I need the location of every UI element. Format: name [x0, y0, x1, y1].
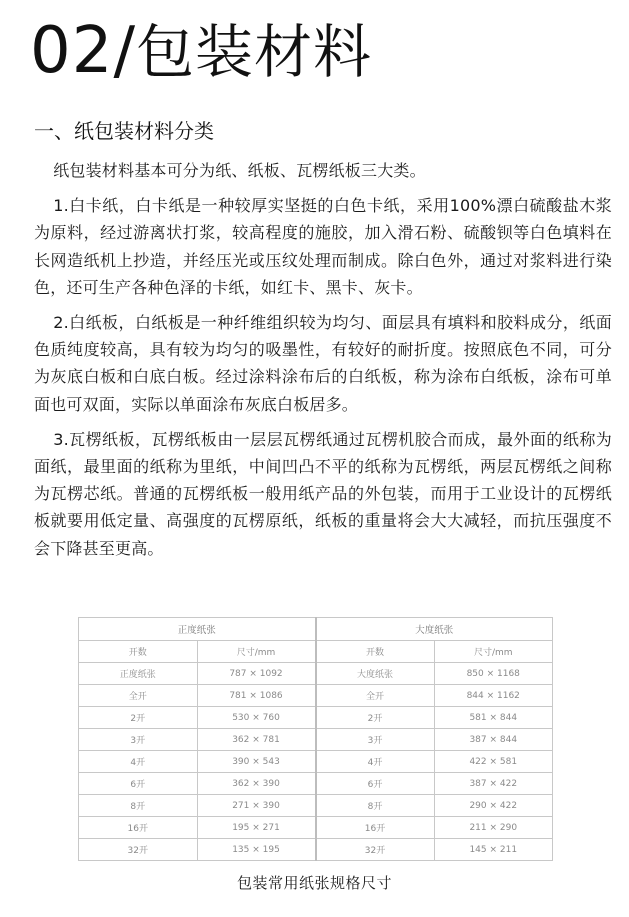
table-cell: 844 × 1162	[434, 685, 553, 707]
table-cell: 290 × 422	[434, 795, 553, 817]
table-cell: 32开	[79, 839, 198, 861]
table-cell: 530 × 760	[197, 707, 316, 729]
chapter-name: 包装材料	[136, 18, 373, 86]
paper-size-table	[78, 617, 553, 861]
table-cell: 781 × 1086	[197, 685, 316, 707]
section-heading: 一、纸包装材料分类	[34, 119, 214, 143]
table-cell: 2开	[316, 707, 435, 729]
chapter-title	[30, 14, 372, 89]
table-cell: 全开	[316, 685, 435, 707]
table-row	[79, 795, 553, 817]
table-cell: 195 × 271	[197, 817, 316, 839]
table-cell: 32开	[316, 839, 435, 861]
table-cell: 211 × 290	[434, 817, 553, 839]
table-cell: 大度纸张	[316, 663, 435, 685]
paragraph-white-paperboard: 2.白纸板，白纸板是一种纤维组织较为均匀、面层具有填料和胶料成分，纸面色质纯度较高，具有较为均匀的吸墨性，有较好的耐折度。按照底色不同，可分为灰底白板和白底白板。经过涂料涂布后的白纸板，称为涂布白纸板，涂布可单面也可双面，实际以单面涂布灰底白板居多。	[34, 313, 612, 414]
table-cell: 8开	[316, 795, 435, 817]
table-row	[79, 817, 553, 839]
table-cell: 16开	[79, 817, 198, 839]
table-cell: 145 × 211	[434, 839, 553, 861]
group-header-standard: 正度纸张	[79, 618, 316, 641]
table-cell: 362 × 390	[197, 773, 316, 795]
group-header-large: 大度纸张	[316, 618, 553, 641]
table-cell: 4开	[79, 751, 198, 773]
body-text	[34, 157, 612, 570]
table-cell: 3开	[316, 729, 435, 751]
table-row	[79, 685, 553, 707]
table-cell: 422 × 581	[434, 751, 553, 773]
table-cell: 787 × 1092	[197, 663, 316, 685]
table-row	[79, 663, 553, 685]
column-header: 尺寸/mm	[434, 641, 553, 663]
table-cell: 6开	[316, 773, 435, 795]
table-cell: 387 × 844	[434, 729, 553, 751]
table-cell: 850 × 1168	[434, 663, 553, 685]
table-row	[79, 729, 553, 751]
column-header: 开数	[79, 641, 198, 663]
table-row	[79, 707, 553, 729]
table-row	[79, 773, 553, 795]
table-cell: 正度纸张	[79, 663, 198, 685]
table-cell: 16开	[316, 817, 435, 839]
table-cell: 2开	[79, 707, 198, 729]
table-cell: 390 × 543	[197, 751, 316, 773]
column-header: 尺寸/mm	[197, 641, 316, 663]
table-cell: 387 × 422	[434, 773, 553, 795]
paragraph-corrugated-board: 3.瓦楞纸板，瓦楞纸板由一层层瓦楞纸通过瓦楞机胶合而成，最外面的纸称为面纸，最里面的纸称为里纸，中间凹凸不平的纸称为瓦楞纸，两层瓦楞纸之间称为瓦楞芯纸。普通的瓦楞纸板一般用纸产品的外包装，而用于工业设计的瓦楞纸板就要用低定量、高强度的瓦楞原纸，纸板的重量将会大大减轻，而抗压强度不会下降甚至更高。	[34, 429, 612, 558]
paragraph-white-cardboard: 1.白卡纸，白卡纸是一种较厚实坚挺的白色卡纸，采用100%漂白硫酸盐木浆为原料，经过游离状打浆，较高程度的施胶，加入滑石粉、硫酸钡等白色填料在长网造纸机上抄造，并经压光或压纹处理而制成。除白色外，通过对浆料进行染色，还可生产各种色泽的卡纸，如红卡、黑卡、灰卡。	[34, 196, 612, 297]
column-header: 开数	[316, 641, 435, 663]
paragraph-intro: 纸包装材料基本可分为纸、纸板、瓦楞纸板三大类。	[53, 161, 426, 180]
table-cell: 271 × 390	[197, 795, 316, 817]
chapter-number: 02/	[30, 14, 136, 88]
table-body	[79, 663, 553, 861]
table-cell: 6开	[79, 773, 198, 795]
table-cell: 全开	[79, 685, 198, 707]
table-cell: 135 × 195	[197, 839, 316, 861]
table-cell: 8开	[79, 795, 198, 817]
table-row	[79, 839, 553, 861]
table-cell: 581 × 844	[434, 707, 553, 729]
table-cell: 3开	[79, 729, 198, 751]
table-cell: 362 × 781	[197, 729, 316, 751]
table-row	[79, 751, 553, 773]
table-cell: 4开	[316, 751, 435, 773]
table-caption: 包装常用纸张规格尺寸	[236, 874, 392, 892]
